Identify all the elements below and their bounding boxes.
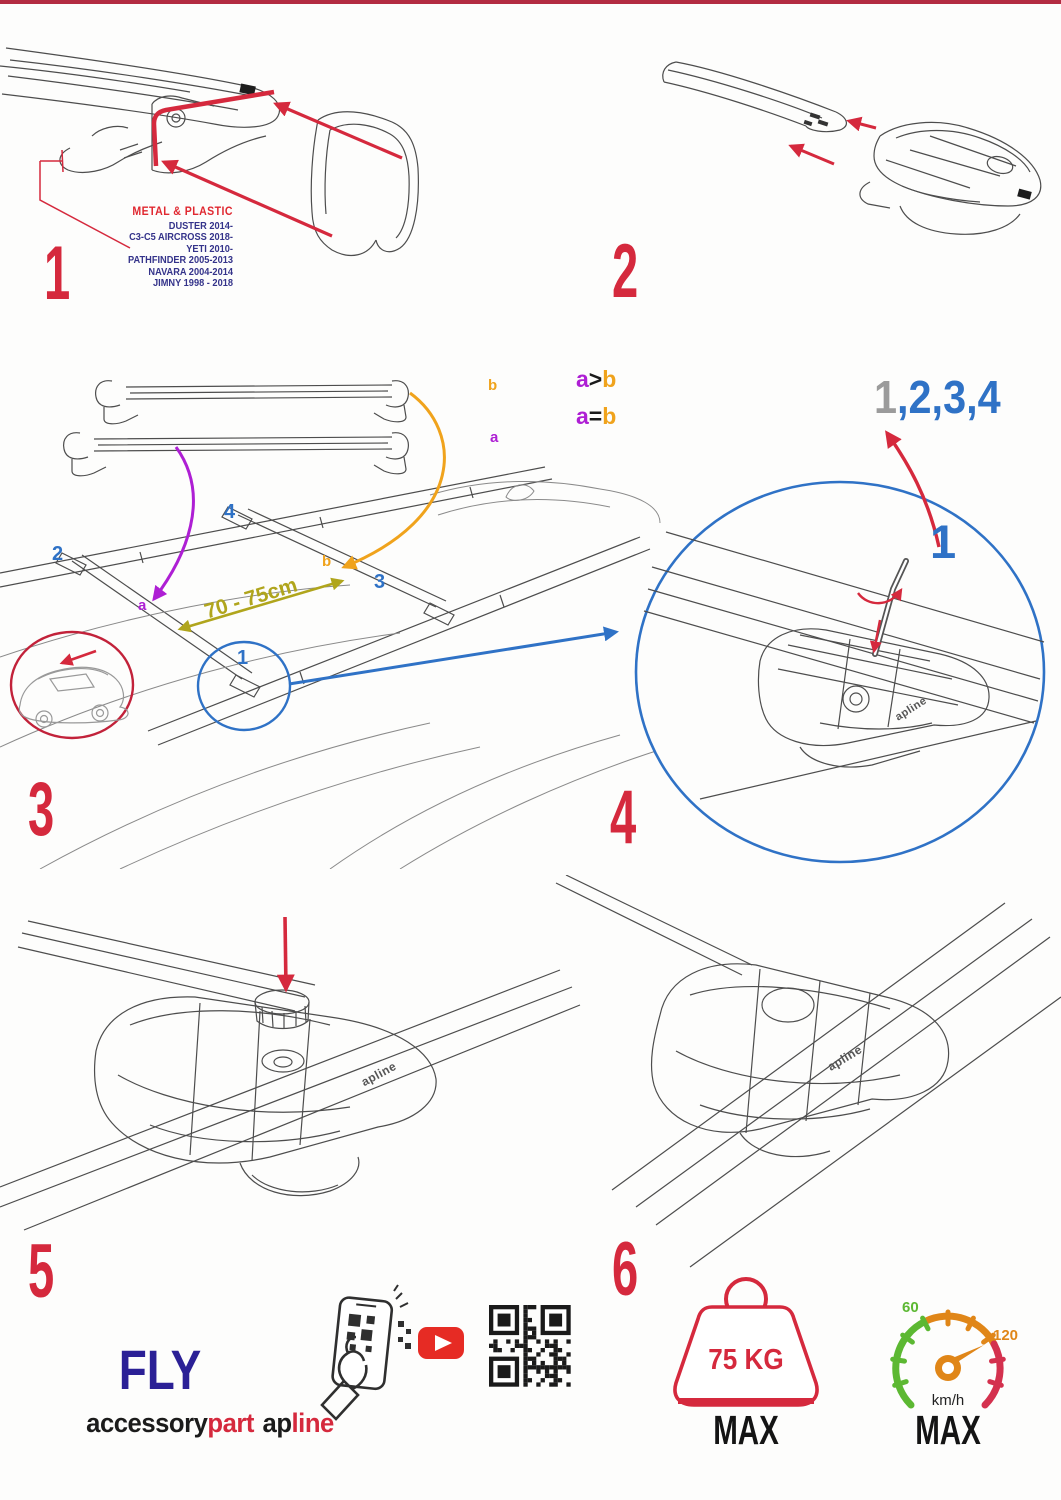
loose-crossbars-drawing: [64, 381, 409, 476]
legend-a-equals-b: [576, 405, 616, 428]
max-weight-value: 75 KG: [708, 1344, 784, 1376]
product-name: FLY: [118, 1338, 202, 1401]
model-item: NAVARA 2004-2014: [148, 265, 233, 278]
roof-position-4: 4: [224, 501, 236, 523]
step4-magnified-view: [636, 433, 1044, 862]
speed-120-label: 120: [993, 1327, 1019, 1344]
max-speed-label: MAX: [915, 1407, 981, 1453]
purple-curve-a: [154, 447, 193, 599]
model-item: YETI 2010-: [186, 242, 233, 255]
car-direction-inset: [11, 632, 133, 738]
weight-icon: [675, 1279, 817, 1405]
step-number-5: 5: [28, 1229, 55, 1314]
crossbar-end-drawing: [0, 48, 280, 173]
legend-b: b: [602, 366, 617, 392]
speed-60-label: 60: [902, 1299, 919, 1316]
step-number-1: 1: [44, 231, 71, 316]
model-item: PATHFINDER 2005-2013: [128, 254, 233, 267]
brand-on-clamp: apline: [358, 1058, 399, 1090]
finished-clamp-drawing: [556, 875, 1061, 1267]
repeat-sequence-label: [874, 371, 1001, 423]
sequence-first: 1: [874, 371, 898, 423]
brand-on-clamp: apline: [825, 1042, 865, 1074]
roof-position-1: 1: [237, 647, 249, 669]
legend-a: a: [576, 366, 589, 392]
model-item: DUSTER 2014-: [168, 220, 233, 232]
max-weight-label: MAX: [713, 1407, 779, 1453]
front-direction-arrow: [62, 651, 96, 663]
bar-label-b: b: [488, 377, 498, 394]
wordmark-ap: ap: [262, 1408, 292, 1438]
wordmark-line: line: [291, 1408, 334, 1438]
bar-foot-assembly-drawing: [663, 62, 1041, 234]
car-roof-drawing: [0, 467, 650, 745]
step2-red-arrows: [791, 121, 876, 164]
car-body-context-lines: [0, 481, 660, 869]
legend-a: a: [576, 403, 589, 429]
model-item: C3-C5 AIRCROSS 2018-: [129, 231, 233, 244]
compatible-models-list: [81, 221, 233, 289]
wordmark-part: part: [207, 1408, 254, 1438]
sequence-rest: ,2,3,4: [897, 371, 1001, 423]
section-divider-bottom: [0, 0, 1061, 4]
step5-step6-drawing: [0, 875, 1061, 1500]
wordmark-accessory: accessory: [86, 1408, 208, 1438]
step-number-6: 6: [612, 1227, 639, 1312]
magnifier-circle: [636, 482, 1044, 862]
phone-scan-icon: [322, 1285, 411, 1419]
model-item: JIMNY 1998 - 2018: [153, 277, 233, 290]
clamp-cap-drawing: [0, 921, 580, 1230]
step-number-4: 4: [610, 775, 637, 860]
step-number-2: 2: [612, 229, 639, 314]
youtube-icon: [418, 1327, 464, 1359]
orange-curve-b: [344, 393, 444, 567]
legend-a-greater-b: [576, 368, 616, 391]
brand-wordmark: [63, 1410, 358, 1437]
qr-code: [489, 1305, 571, 1387]
legend-operator: >: [588, 366, 603, 392]
step-number-3: 3: [28, 767, 55, 852]
bar-label-a: a: [490, 429, 499, 446]
roof-label-a: a: [138, 597, 147, 614]
press-cap-arrow: [285, 917, 286, 989]
roof-position-2: 2: [52, 543, 64, 565]
brand-on-clamp: apline: [893, 694, 930, 724]
legend-b: b: [602, 403, 617, 429]
speed-unit-label: km/h: [931, 1392, 965, 1409]
roof-label-b: b: [322, 553, 332, 570]
roof-position-3: 3: [374, 571, 386, 593]
legend-operator: =: [588, 403, 603, 429]
materials-title: METAL & PLASTIC: [132, 204, 233, 218]
blue-connector-arrow: [289, 632, 616, 684]
callout-number-1: 1: [930, 515, 957, 568]
bar-distance-dimension: 70 - 75cm: [201, 573, 301, 624]
